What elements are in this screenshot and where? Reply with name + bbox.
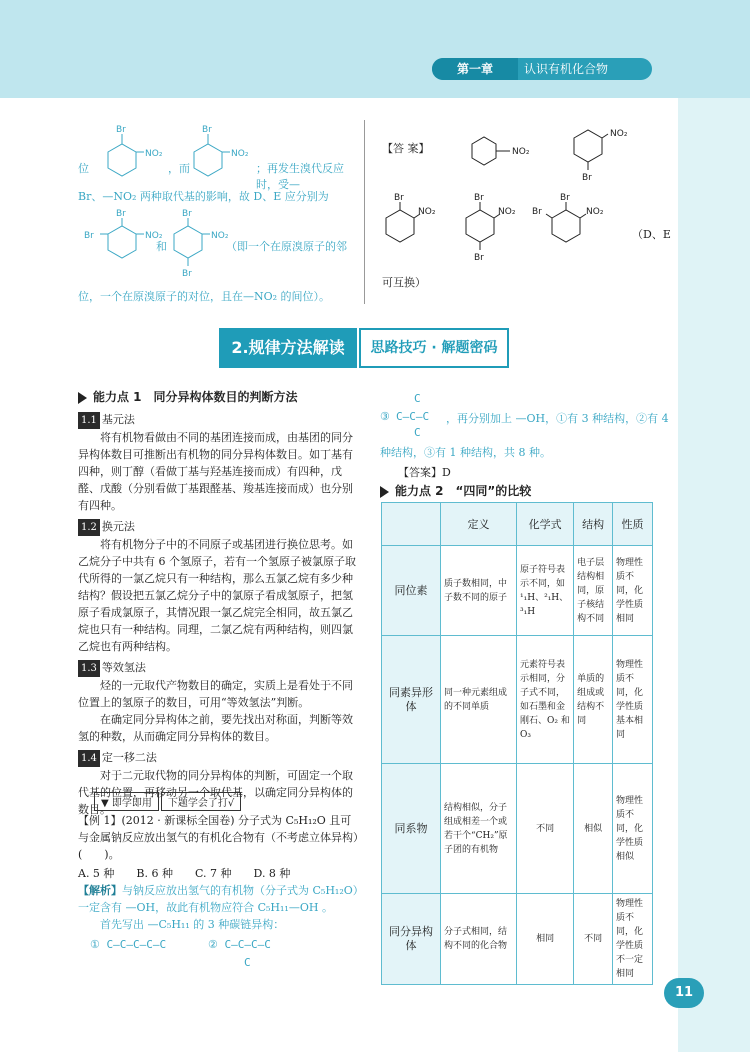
answer-tail: （D、E: [632, 228, 671, 241]
chain3-note: ，再分别加上 —OH，①有 3 种结构，②有 4: [446, 412, 669, 425]
text-line: ，而: [168, 162, 190, 175]
table-cell: 同一种元素组成的不同单质: [441, 636, 517, 764]
carbon-branch: C: [414, 426, 421, 439]
br-label: Br: [474, 253, 484, 263]
table-header-cell: 结构: [574, 503, 613, 546]
br-label: Br: [560, 193, 570, 203]
chain3-label: ③: [380, 410, 390, 423]
text-line: （即一个在原溴原子的邻: [226, 240, 347, 253]
table-header-cell: 定义: [441, 503, 517, 546]
br-label: Br: [84, 231, 94, 241]
table-cell: 相同: [517, 894, 574, 985]
paragraph: 在确定同分异构体之前，要先找出对称面，判断等效氢的种数，从而确定同分异构体的数目。: [78, 713, 353, 743]
benzene-structures: [78, 122, 360, 304]
br-label: Br: [116, 125, 126, 135]
section-title: 2.规律方法解读: [219, 328, 357, 368]
page-number: 11: [664, 978, 704, 1008]
no2-label: NO₂: [586, 207, 604, 217]
no2-label: NO₂: [512, 147, 530, 157]
text-line: 和: [156, 240, 167, 253]
table-row: [382, 894, 653, 985]
ability-heading: 能力点 1 同分异构体数目的判断方法: [78, 388, 362, 405]
analysis-2: 首先写出 —C₅H₁₁ 的 3 种碳链异构：: [100, 918, 285, 931]
table-cell: 不同: [517, 764, 574, 894]
table-cell: 物理性质不同，化学性质相同: [613, 546, 653, 636]
table-cell: 物理性质不同，化学性质不一定相同: [613, 894, 653, 985]
br-label: Br: [394, 193, 404, 203]
table-cell: 物理性质不同，化学性质相似: [613, 764, 653, 894]
row-header: 同系物: [382, 764, 441, 894]
table-header-cell: [382, 503, 441, 546]
row-header: 同素异形体: [382, 636, 441, 764]
table-row: [382, 764, 653, 894]
comparison-table: [381, 502, 653, 985]
example-block: [78, 812, 362, 933]
no2-label: NO₂: [498, 207, 516, 217]
text-line: 位: [78, 162, 89, 175]
chapter-tab: [432, 58, 652, 80]
br-label: Br: [116, 209, 126, 219]
br-label: Br: [582, 173, 592, 183]
header-band: [0, 0, 750, 98]
carbon-chain-1: ① C—C—C—C—C: [90, 938, 167, 951]
subheading: 1.3 等效氢法: [78, 659, 362, 677]
no2-label: NO₂: [418, 207, 436, 217]
br-label: Br: [182, 209, 192, 219]
subheading: 1.1 基元法: [78, 411, 362, 429]
arrow-icon: [78, 392, 87, 404]
no2-label: NO₂: [211, 231, 229, 241]
br-label: Br: [532, 207, 542, 217]
paragraph: 烃的一元取代产物数目的确定，实质上是看处于不同位置上的氢原子的数目，可用“等效氢法”判断。: [78, 679, 353, 709]
br-label: Br: [182, 269, 192, 279]
no2-label: NO₂: [145, 231, 163, 241]
table-header-cell: 化学式: [517, 503, 574, 546]
subheading: 1.2 换元法: [78, 518, 362, 536]
answer: 【答案】D: [398, 466, 451, 479]
paragraph: 将有机物看做由不同的基团连接而成，由基团的同分异构体数目可推断出有机物的同分异构体数目。如丁基有四种，则丁醇（看做丁基与羟基连接而成）有四种，戊醛、戊酸（分别看做丁基跟醛基、羧基连接而成）也分别有四种。: [78, 431, 353, 512]
no2-label: NO₂: [145, 149, 163, 159]
table-cell: 原子符号表示不同，如 ¹₁H、²₁H、³₁H: [517, 546, 574, 636]
carbon-chain-3: C—C—C: [396, 410, 430, 423]
table-row: [382, 546, 653, 636]
table-header-row: [382, 503, 653, 546]
no2-label: NO₂: [610, 129, 628, 139]
carbon-chain-2: ② C—C—C—C: [208, 938, 271, 951]
left-column: [78, 388, 362, 818]
section-subtitle: 思路技巧 · 解题密码: [359, 328, 509, 368]
table-row: [382, 636, 653, 764]
table-cell: 结构相似，分子组成相差一个或若干个“CH₂”原子团的有机物: [441, 764, 517, 894]
section-banner: [219, 328, 511, 368]
row-header: 同位素: [382, 546, 441, 636]
no2-label: NO₂: [231, 149, 249, 159]
table-cell: 电子层结构相同，原子核结构不同: [574, 546, 613, 636]
ability-heading-2: 能力点 2 “四同”的比较: [380, 482, 531, 499]
answer-label: 【答 案】: [382, 142, 430, 155]
table-cell: 物理性质不同，化学性质基本相同: [613, 636, 653, 764]
row-header: 同分异构体: [382, 894, 441, 985]
chapter-number: 第一章: [432, 58, 518, 80]
carbon-branch: C: [414, 392, 421, 405]
chapter-title: 认识有机化合物: [524, 62, 609, 76]
br-label: Br: [202, 125, 212, 135]
chain3-note-2: 种结构，③有 1 种结构，共 8 种。: [380, 446, 551, 459]
br-label: Br: [474, 193, 484, 203]
column-divider: [364, 120, 365, 304]
learned-check-button[interactable]: 下题学会了打√: [161, 792, 241, 811]
answer-tail-2: 可互换）: [382, 276, 426, 289]
analysis: 【解析】与钠反应放出氢气的有机物（分子式为 C₅H₁₂O）一定含有 —OH，故此有机物应符合 C₅H₁₁—OH 。: [78, 884, 359, 914]
table-cell: 相似: [574, 764, 613, 894]
practice-button[interactable]: ▼ 即学即用: [94, 792, 159, 811]
table-header-cell: 性质: [613, 503, 653, 546]
answer-structures: [382, 122, 672, 272]
subheading: 1.4 定一移二法: [78, 749, 362, 767]
table-cell: 质子数相同，中子数不同的原子: [441, 546, 517, 636]
text-line: ；再发生溴代反应时，受—: [256, 162, 344, 191]
paragraph: 将有机物分子中的不同原子或基团进行换位思考。如乙烷分子中共有 6 个氢原子，若有一个氢原子被氯原子取代所得的一氯乙烷只有一种结构，那么五氯乙烷有多少种结构？假设把五氯乙烷分子中的氯原子看成氢原子，把氢原子看成氯原子，其情况跟一氯乙烷完全相同，故五氯乙烷也只有一种结构。同理，二氯乙烷有两种结构，则四氯乙烷也有两种结构。: [78, 538, 356, 653]
example-options: A. 5 种 B. 6 种 C. 7 种 D. 8 种: [78, 867, 291, 880]
side-band: [678, 98, 750, 1052]
table-cell: 单质的组成或结构不同: [574, 636, 613, 764]
text-line: Br、—NO₂ 两种取代基的影响，故 D、E 应分别为: [78, 190, 329, 203]
example-question: 【例 1】(2012 · 新课标全国卷) 分子式为 C₅H₁₂O 且可与金属钠反应放出氢气的有机化合物有（不考虑立体异构）( )。: [78, 814, 359, 861]
carbon-branch: C: [244, 956, 251, 969]
arrow-icon: [380, 486, 389, 498]
table-cell: 不同: [574, 894, 613, 985]
table-cell: 元素符号表示相同，分子式不同，如石墨和金刚石、O₂ 和 O₃: [517, 636, 574, 764]
top-left-block: [78, 122, 360, 304]
paragraph: 对于二元取代物的同分异构体的判断，可固定一个取代基的位置，再移动另一个取代基，以确定同分异构体的数目。: [78, 769, 353, 816]
practice-bar: [94, 792, 243, 811]
text-line: 位，一个在原溴原子的对位，且在—NO₂ 的间位）。: [78, 290, 331, 303]
table-cell: 分子式相同，结构不同的化合物: [441, 894, 517, 985]
top-right-block: [382, 122, 672, 302]
